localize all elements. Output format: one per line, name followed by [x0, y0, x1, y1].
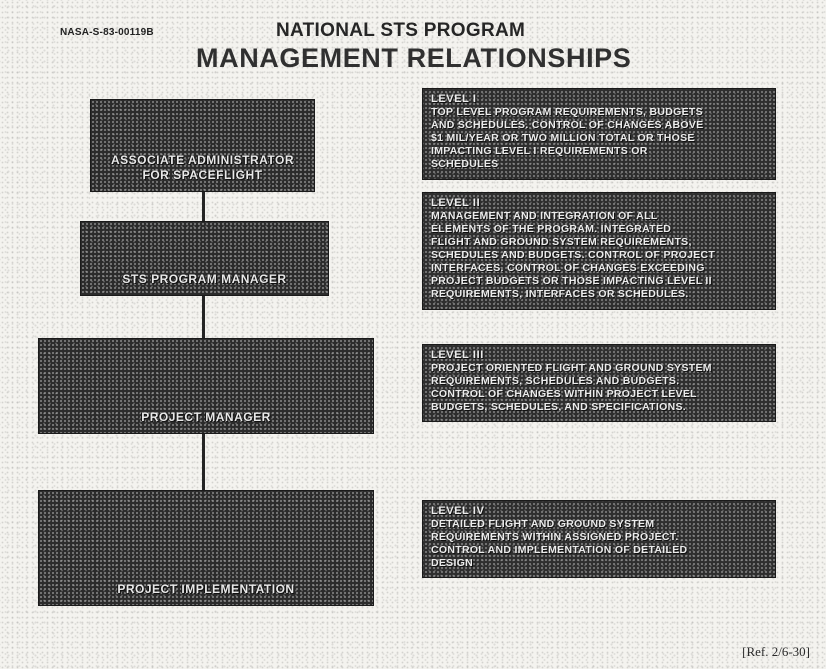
connector-line — [202, 192, 205, 221]
org-box-project-implementation — [38, 490, 374, 606]
connector-line — [202, 434, 205, 490]
level-heading: LEVEL II — [431, 197, 481, 209]
reference-note: [Ref. 2/6-30] — [742, 644, 810, 659]
page-title: NATIONAL STS PROGRAM — [276, 20, 526, 41]
level-box-level-1 — [422, 88, 776, 180]
level-box-level-3 — [422, 344, 776, 422]
level-heading: LEVEL I — [431, 93, 477, 105]
org-box-label: PROJECT IMPLEMENTATION — [117, 582, 295, 596]
org-box-label: PROJECT MANAGER — [141, 410, 271, 424]
org-box-associate-administrator — [90, 99, 315, 192]
org-box-sts-program-manager — [80, 221, 329, 296]
level-heading: LEVEL III — [431, 349, 484, 361]
level-description: PROJECT ORIENTED FLIGHT AND GROUND SYSTEM REQUIREMENTS, SCHEDULES AND BUDGETS. CONTROL OF CHANGES WITHIN PROJECT LEVEL BUDGETS, SCHEDULES, AND SPECIFICATIONS. — [431, 362, 712, 413]
level-description: TOP LEVEL PROGRAM REQUIREMENTS, BUDGETS AND SCHEDULES. CONTROL OF CHANGES ABOVE $1 MIL/YEAR OR TWO MILLION TOTAL OR THOSE IMPACTING LEVEL I REQUIREMENTS OR SCHEDULES — [431, 106, 704, 170]
document-id: NASA-S-83-00119B — [60, 27, 154, 38]
org-box-label: ASSOCIATE ADMINISTRATOR FOR SPACEFLIGHT — [110, 153, 295, 182]
level-box-level-4 — [422, 500, 776, 578]
level-description: MANAGEMENT AND INTEGRATION OF ALL ELEMENTS OF THE PROGRAM. INTEGRATED FLIGHT AND GROUND SYSTEM REQUIREMENTS, SCHEDULES AND BUDGETS. CONTROL OF PROJECT INTERFACES. CONTROL OF CHANGES EXCEEDING PROJECT BUDGETS OR THOSE IMPACTING LEVEL II REQUIREMENTS, INTERFACES OR SCHEDULES. — [431, 210, 716, 300]
page-subtitle: MANAGEMENT RELATIONSHIPS — [196, 43, 632, 73]
level-heading: LEVEL IV — [431, 505, 485, 517]
level-box-level-2 — [422, 192, 776, 310]
org-box-label: STS PROGRAM MANAGER — [122, 272, 287, 286]
connector-line — [202, 296, 205, 338]
org-box-project-manager — [38, 338, 374, 434]
level-description: DETAILED FLIGHT AND GROUND SYSTEM REQUIREMENTS WITHIN ASSIGNED PROJECT. CONTROL AND IMPLEMENTATION OF DETAILED DESIGN — [431, 518, 688, 569]
